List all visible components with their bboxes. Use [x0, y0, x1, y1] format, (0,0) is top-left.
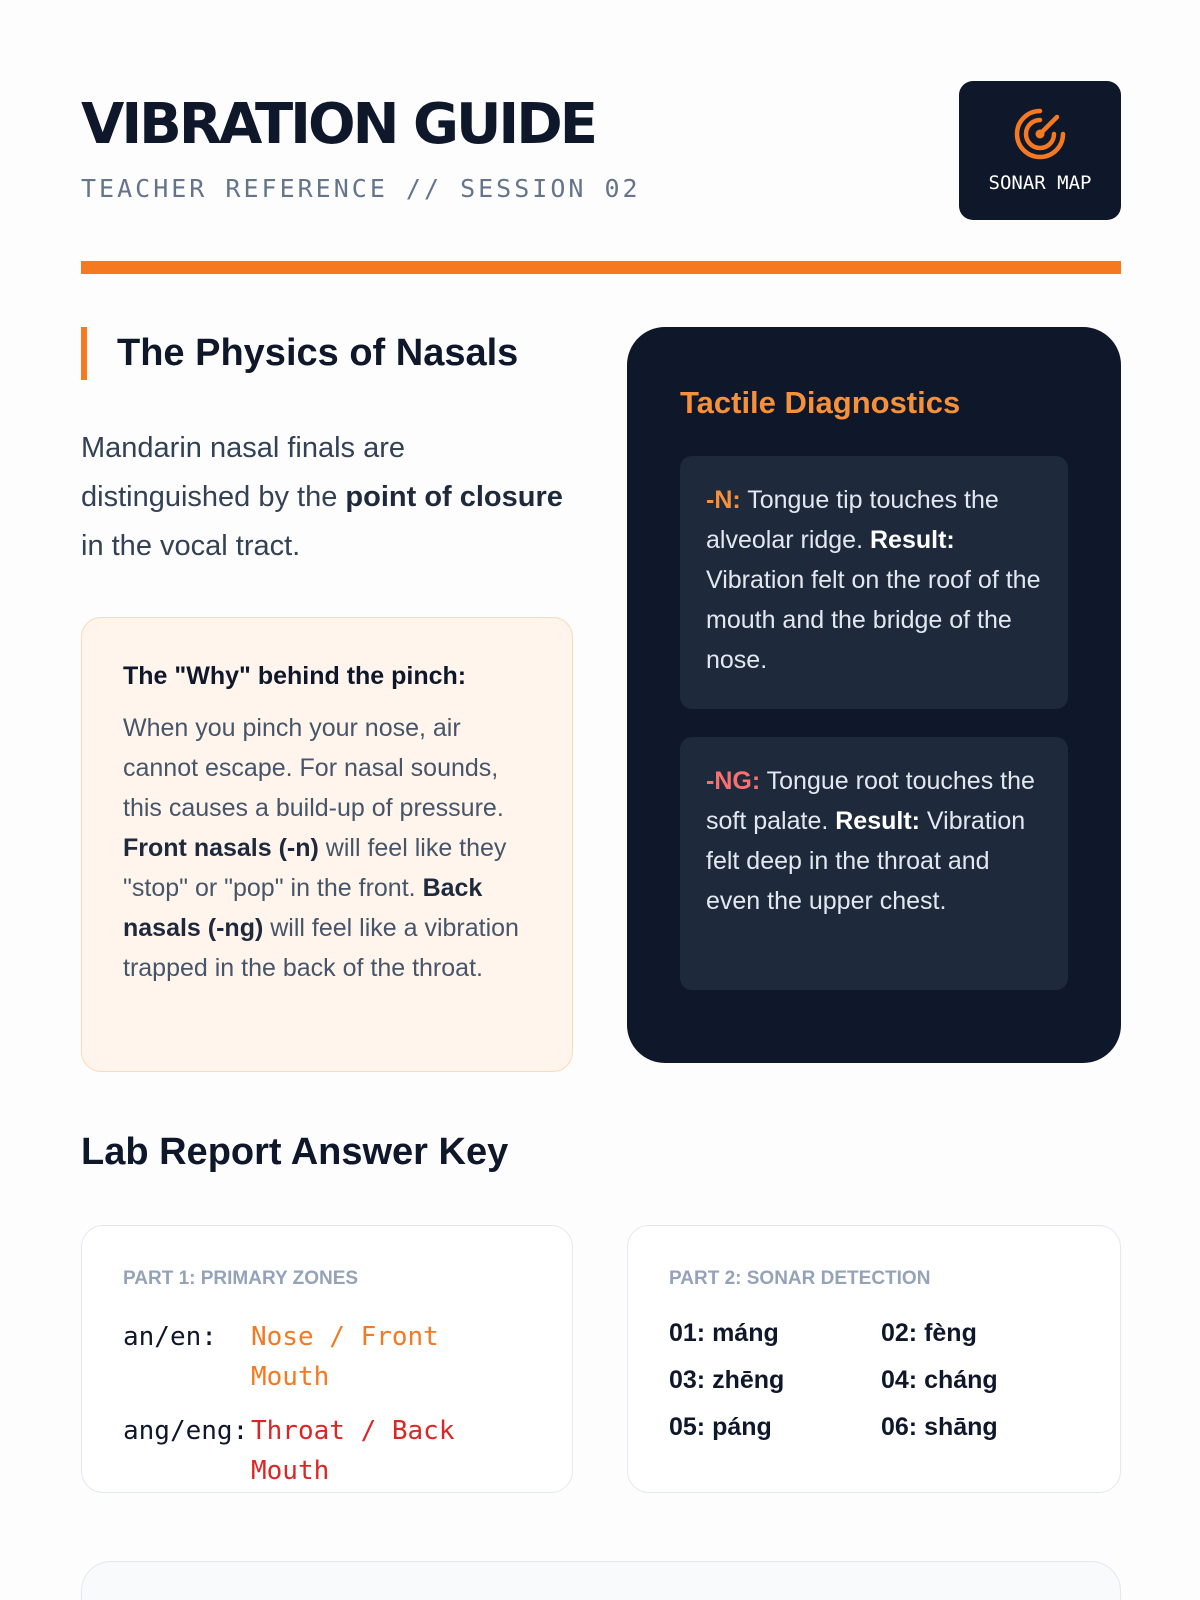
physics-heading: The Physics of Nasals [81, 327, 573, 380]
callout-text-3: will feel like a vibration trapped in the back of the throat. [123, 914, 519, 982]
sonar-map-badge[interactable] [959, 81, 1121, 220]
callout-text-1: When you pinch your nose, air cannot escape. For nasal sounds, this causes a build-up of pressure. [123, 714, 504, 822]
answer-item: 04: cháng [881, 1366, 998, 1394]
radar-icon [1013, 107, 1067, 166]
zone-value: Nose / Front Mouth [251, 1322, 439, 1392]
part2-label: PART 2: SONAR DETECTION [669, 1268, 931, 1289]
detection-answers [669, 1315, 1080, 1445]
zone-row [123, 1317, 532, 1397]
header [81, 0, 1121, 275]
zone-key: ang/eng: [123, 1416, 249, 1446]
physics-section [81, 327, 573, 1072]
sonar-detection-card [627, 1225, 1121, 1493]
n-tag: -N: [706, 486, 741, 514]
ng-result: Vibration felt deep in the throat and even the upper chest. [706, 807, 1026, 915]
physics-intro [81, 424, 573, 571]
next-section-card [81, 1561, 1121, 1600]
tactile-diagnostics-panel [627, 327, 1121, 1063]
sonar-map-label: SONAR MAP [988, 172, 1092, 194]
zone-row [123, 1411, 532, 1491]
ng-result-label: Result: [835, 807, 920, 835]
intro-text-end: in the vocal tract. [81, 530, 301, 562]
ng-description: Tongue root touches the soft palate. [706, 767, 1035, 835]
n-result-label: Result: [869, 526, 955, 554]
answer-item: 02: fèng [881, 1319, 977, 1347]
part1-label: PART 1: PRIMARY ZONES [123, 1268, 359, 1289]
primary-zones-card [81, 1225, 573, 1493]
intro-emphasis: point of closure [345, 481, 563, 513]
diagnostic-card-ng [680, 737, 1068, 990]
answer-item: 06: shāng [881, 1413, 998, 1441]
zone-key: an/en: [123, 1322, 217, 1352]
pinch-explanation-callout [81, 617, 573, 1072]
callout-text [123, 708, 532, 988]
header-divider [81, 261, 1121, 274]
page-title: VIBRATION GUIDE [81, 92, 595, 157]
intro-text: Mandarin nasal finals are distinguished by the [81, 432, 406, 513]
front-nasals-emphasis: Front nasals (-n) [123, 834, 319, 862]
page-subtitle: TEACHER REFERENCE // SESSION 02 [81, 174, 641, 203]
callout-text-2: will feel like they "stop" or "pop" in the front. [123, 834, 507, 902]
callout-title: The "Why" behind the pinch: [123, 662, 467, 690]
answer-item: 05: páng [669, 1413, 772, 1441]
n-description: Tongue tip touches the alveolar ridge. [706, 486, 999, 554]
page [81, 0, 1121, 1486]
answer-item: 01: máng [669, 1319, 779, 1347]
answer-item: 03: zhēng [669, 1366, 785, 1394]
answer-key-heading: Lab Report Answer Key [81, 1131, 509, 1173]
diagnostics-title: Tactile Diagnostics [680, 385, 961, 420]
diagnostic-card-n [680, 456, 1068, 709]
ng-tag: -NG: [706, 767, 761, 795]
back-nasals-emphasis: Back nasals (-ng) [123, 874, 483, 942]
n-result: Vibration felt on the roof of the mouth and the bridge of the nose. [706, 566, 1041, 674]
zone-value: Throat / Back Mouth [251, 1416, 455, 1486]
